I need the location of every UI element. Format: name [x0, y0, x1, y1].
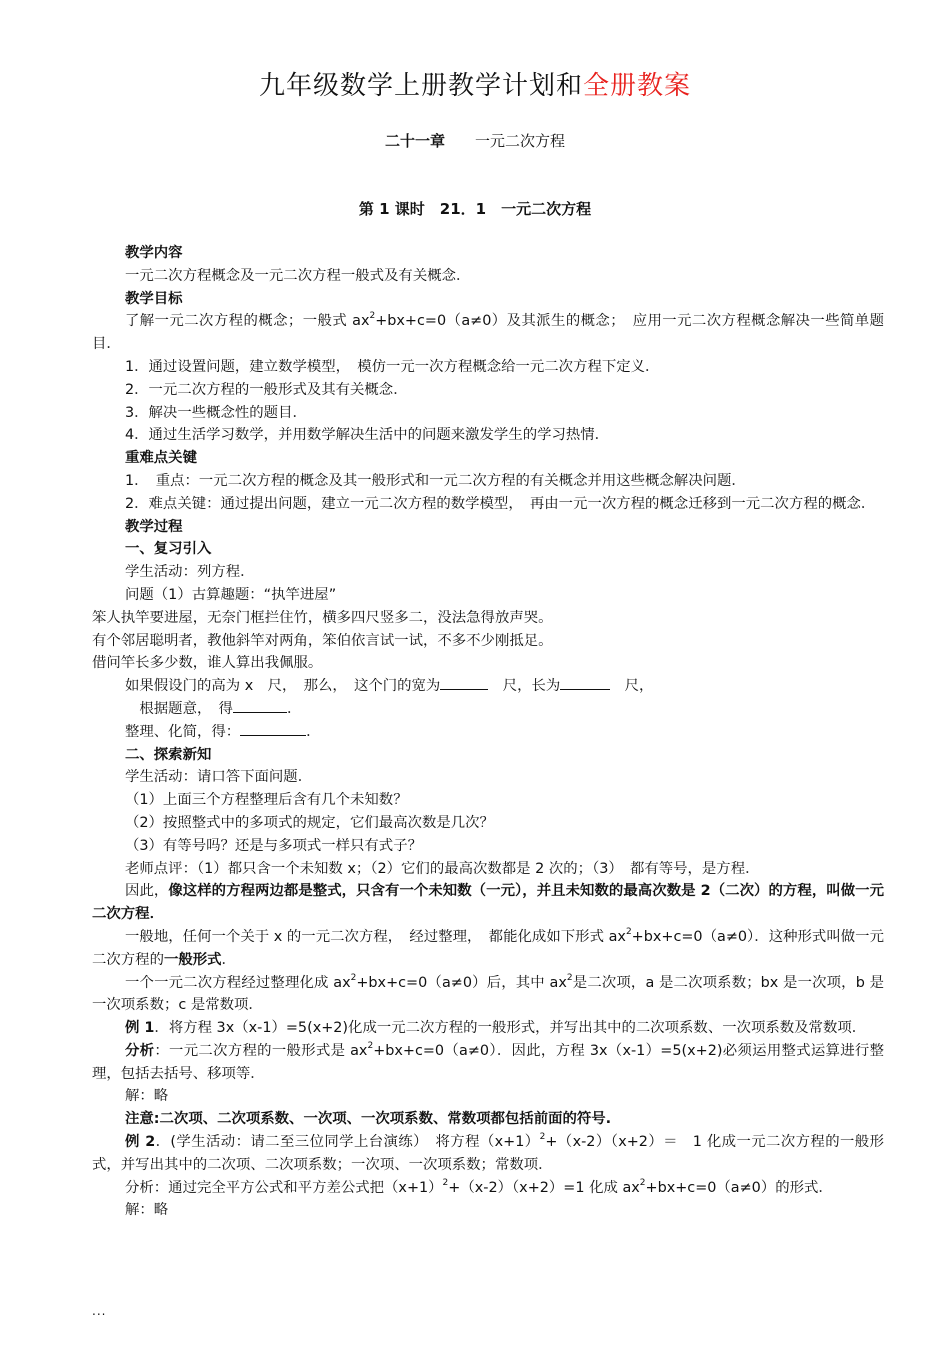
- text: +bx+c=0（a≠0）．因此，方程 3x（x-1）=5(x+2)必须运用整式运算进行整理，包括去括号、移项等．: [92, 1042, 884, 1082]
- chapter-heading: [0, 130, 950, 152]
- fill-blank: [233, 700, 287, 713]
- paragraph: 学生活动：请口答下面问题．: [125, 769, 313, 786]
- list-item: 1．通过设置问题，建立数学模型， 模仿一元一次方程概念给一元二次方程下定义．: [125, 358, 660, 375]
- superscript: 2: [350, 972, 357, 983]
- text: 根据题意， 得: [125, 700, 233, 717]
- list-item: 3．解决一些概念性的题目．: [125, 404, 307, 421]
- example: [92, 1131, 884, 1177]
- text: 因此，: [125, 883, 169, 900]
- text: +bx+c=0（a≠0）后，其中 ax: [356, 974, 567, 991]
- list-item: 1． 重点：一元二次方程的概念及其一般形式和一元二次方程的有关概念并用这些概念解决问题．: [125, 472, 746, 489]
- analysis: [92, 1177, 884, 1200]
- list-item: 2．一元二次方程的一般形式及其有关概念．: [125, 381, 408, 398]
- text: 了解一元二次方程的概念；一般式 ax: [125, 313, 370, 330]
- section-heading: 教学目标: [125, 290, 183, 307]
- chapter-name: 一元二次方程: [475, 132, 566, 150]
- page-continuation: ...: [92, 1304, 107, 1318]
- text: +bx+c=0（a≠0）．这种形式叫做一元二次方程的: [92, 928, 884, 968]
- text: +（x-2）（x+2）＝ 1 化成一元二次方程的一般形式，并写出其中的二次项、二次项系数；一次项、一次项系数；常数项．: [92, 1134, 884, 1173]
- question: （2）按照整式中的多项式的规定，它们最高次数是几次？: [125, 814, 494, 831]
- document-title: [0, 68, 950, 104]
- analysis: [92, 1040, 884, 1086]
- paragraph: 一元二次方程概念及一元二次方程一般式及有关概念．: [125, 267, 471, 284]
- text: ．(学生活动：请二至三位同学上台演练） 将方程（x+1）: [155, 1134, 540, 1151]
- paragraph: 学生活动：列方程．: [125, 564, 255, 581]
- question: （3）有等号吗？还是与多项式一样只有式子？: [125, 837, 422, 854]
- section-heading: 教学内容: [125, 245, 183, 261]
- text: ：一元二次方程的一般形式是 ax: [154, 1042, 368, 1059]
- poem-line: 笨人执竿要进屋，无奈门框拦住竹，横多四尺竖多二，没法急得放声哭。: [92, 609, 553, 626]
- text: 整理、化简，得：: [125, 723, 241, 740]
- example: [92, 1017, 884, 1040]
- term: 一般形式: [163, 951, 222, 968]
- superscript: 2: [639, 1177, 646, 1188]
- fill-blank: [440, 677, 488, 690]
- text: 是二次项，a 是二次项系数；bx 是一次项，b 是一次项系数；c 是常数项．: [92, 974, 884, 1014]
- definition-text: 像这样的方程两边都是整式，只含有一个未知数（一元），并且未知数的最高次数是 2（二次）的方程，叫做一元二次方程．: [92, 883, 884, 923]
- lesson-heading: 第 1 课时 21．1 一元二次方程: [358, 200, 592, 218]
- list-item: 4．通过生活学习数学，并用数学解决生活中的问题来激发学生的学习热情．: [125, 427, 610, 444]
- paragraph: [92, 698, 884, 721]
- paragraph: [92, 972, 884, 1018]
- section-heading: 重难点关键: [125, 450, 197, 467]
- subsection-heading: 一、复习引入: [125, 541, 212, 558]
- document-body: [92, 242, 884, 1222]
- text: 一个一元二次方程经过整理化成 ax: [125, 974, 351, 991]
- poem-line: 借问竿长多少数，谁人算出我佩服。: [92, 655, 323, 672]
- text: 一般地，任何一个关于 x 的一元二次方程， 经过整理， 都能化成如下形式 ax: [125, 928, 626, 945]
- text: 尺，: [610, 678, 654, 695]
- question: （1）上面三个方程整理后含有几个未知数？: [125, 792, 408, 809]
- fill-blank: [560, 677, 610, 690]
- solution: 解：略: [125, 1202, 169, 1219]
- text: 分析：通过完全平方公式和平方差公式把（x+1）: [125, 1179, 443, 1196]
- subsection-heading: 二、探索新知: [125, 746, 212, 763]
- text: ．: [286, 700, 302, 717]
- note: 注意:二次项、二次项系数、一次项、一次项系数、常数项都包括前面的符号.: [125, 1111, 612, 1128]
- text: ．: [306, 723, 321, 740]
- text: +bx+c=0（a≠0）的形式．: [645, 1179, 833, 1196]
- paragraph: 老师点评：（1）都只含一个未知数 x；（2）它们的最高次数都是 2 次的；（3） 都有等号，是方程．: [125, 860, 760, 877]
- superscript: 2: [566, 972, 573, 983]
- paragraph: 问题（1）古算趣题：“执竿进屋”: [125, 586, 337, 603]
- title-highlight: 全册教案: [583, 71, 692, 101]
- list-item: 2．难点关键：通过提出问题，建立一元二次方程的数学模型， 再由一元一次方程的概念迁移到一元二次方程的概念．: [125, 495, 876, 512]
- superscript: 2: [539, 1132, 546, 1143]
- text: ．将方程 3x（x-1）=5(x+2)化成一元二次方程的一般形式，并写出其中的二次项系数、一次项系数及常数项．: [154, 1020, 867, 1037]
- superscript: 2: [625, 926, 632, 937]
- example-label: 例 2: [125, 1134, 156, 1151]
- analysis-label: 分析: [125, 1042, 155, 1059]
- paragraph: [92, 721, 884, 744]
- paragraph: [92, 675, 884, 698]
- title-text: 九年级数学上册教学计划和: [258, 71, 583, 101]
- definition: [92, 880, 884, 926]
- text: 如果假设门的高为 x 尺， 那么， 这个门的宽为: [125, 678, 441, 695]
- example-label: 例 1: [125, 1020, 155, 1037]
- superscript: 2: [369, 311, 376, 322]
- superscript: 2: [367, 1040, 374, 1051]
- chapter-number: 二十一章: [384, 132, 445, 150]
- text: +bx+c=0（a≠0）及其派生的概念； 应用一元二次方程概念解决一些简单题目．: [92, 313, 884, 353]
- superscript: 2: [442, 1177, 449, 1188]
- fill-blank: [240, 723, 306, 736]
- paragraph: [92, 310, 884, 356]
- section-heading: 教学过程: [125, 518, 183, 535]
- text: ．: [221, 951, 236, 968]
- text: +（x-2）（x+2）=1 化成 ax: [448, 1179, 640, 1196]
- paragraph: [92, 926, 884, 972]
- solution: 解：略: [125, 1088, 169, 1105]
- text: 尺，长为: [488, 678, 561, 695]
- poem-line: 有个邻居聪明者，教他斜竿对两角，笨伯依言试一试，不多不少刚抵足。: [92, 632, 553, 649]
